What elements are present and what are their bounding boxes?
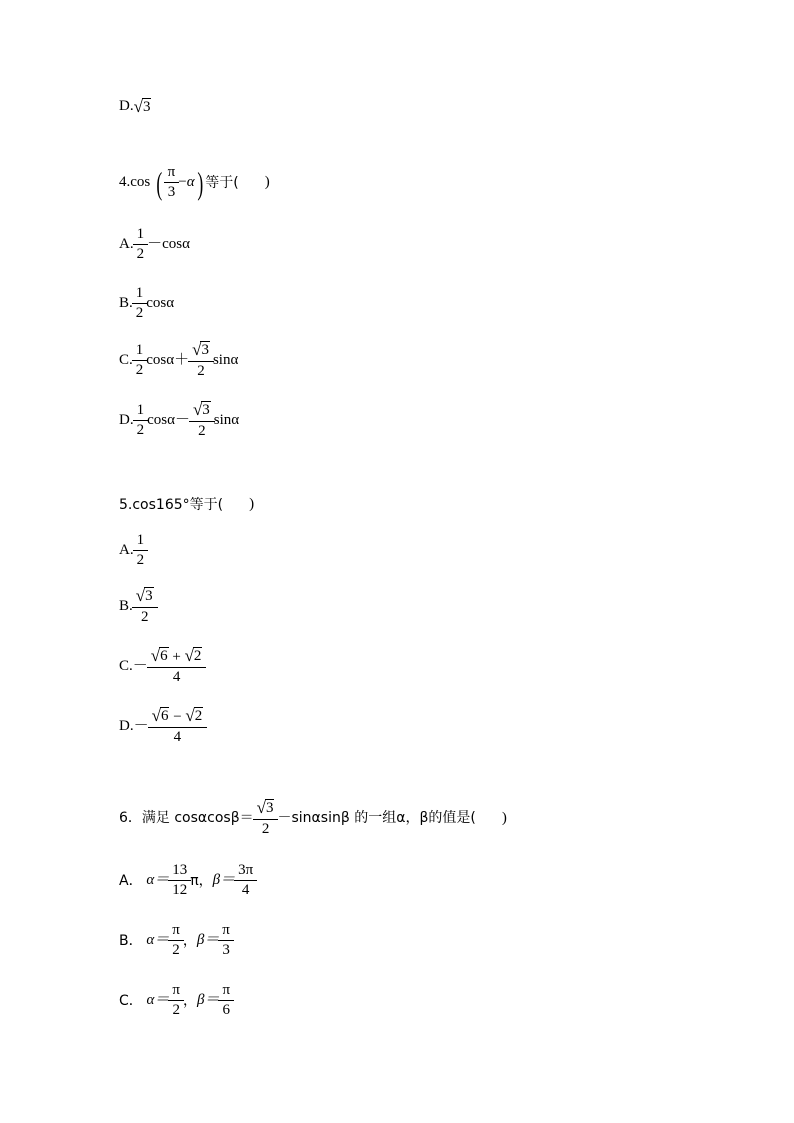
q4-option-c: C. $\frac{1}{2}$ cosα＋ √ 3 2 sinα — [119, 340, 239, 379]
fraction: $\frac{1}{2}$ — [135, 227, 147, 262]
fraction: $\frac{1}{2}$ — [135, 533, 147, 568]
fraction: $\frac{\pi}{3}$ — [166, 165, 178, 200]
q5-option-b: B. √ 3 2 — [119, 587, 157, 625]
fraction: $\frac{\pi}{2}$ — [170, 923, 182, 958]
fraction: $\frac{1}{2}$ — [135, 403, 147, 438]
fraction: √ 6 + √ 2 4 — [149, 647, 205, 685]
q6-option-a: A． α＝ $\frac{13}{12}$ π， β＝ $\frac{3\pi}{4}$ — [119, 863, 256, 898]
fraction: $\frac{1}{2}$ — [134, 343, 146, 378]
fraction: √ 3 2 — [134, 587, 156, 625]
q3-option-d — [119, 98, 151, 115]
q6-option-c: C． α＝ $\frac{\pi}{2}$ ， β＝ $\frac{\pi}{6}$ — [119, 983, 233, 1018]
q4-option-b: B. $\frac{1}{2}$ cosα — [119, 285, 175, 321]
fraction: √ 3 2 — [255, 799, 277, 837]
q5-stem: 5.cos165°等于( ) — [119, 496, 255, 513]
fraction: $\frac{1}{2}$ — [134, 286, 146, 321]
fraction: √ 3 2 — [190, 341, 212, 379]
q5-option-a: A. $\frac{1}{2}$ — [119, 533, 147, 568]
sqrt-expression: √ 3 — [133, 97, 151, 116]
q4-stem: 4. cos ( $\frac{\pi}{3}$ − α ) 等于( ) — [119, 164, 270, 201]
fraction: √ 3 2 — [191, 401, 213, 439]
fraction: $\frac{\pi}{2}$ — [170, 983, 182, 1018]
fraction: $\frac{\pi}{3}$ — [220, 923, 232, 958]
q4-option-d: D. $\frac{1}{2}$ cosα－ √ 3 2 sinα — [119, 400, 240, 439]
fraction: $\frac{3\pi}{4}$ — [236, 863, 255, 898]
q4-option-a: A. $\frac{1}{2}$ －cosα — [119, 226, 190, 262]
fraction: $\frac{13}{12}$ — [170, 863, 189, 898]
q6-option-b: B． α＝ $\frac{\pi}{2}$ ， β＝ $\frac{\pi}{3}$ — [119, 923, 233, 958]
option-label: D. — [119, 98, 134, 114]
q6-stem: 6．满足 cosαcosβ＝ √ 3 2 －sinαsinβ 的一组α，β的值是( ) — [119, 798, 507, 837]
q5-option-c: C.－ √ 6 + √ 2 4 — [119, 647, 205, 685]
fraction: $\frac{\pi}{6}$ — [220, 983, 232, 1018]
fraction: √ 6 − √ 2 4 — [150, 707, 206, 745]
q5-option-d: D.－ √ 6 − √ 2 4 — [119, 707, 206, 745]
